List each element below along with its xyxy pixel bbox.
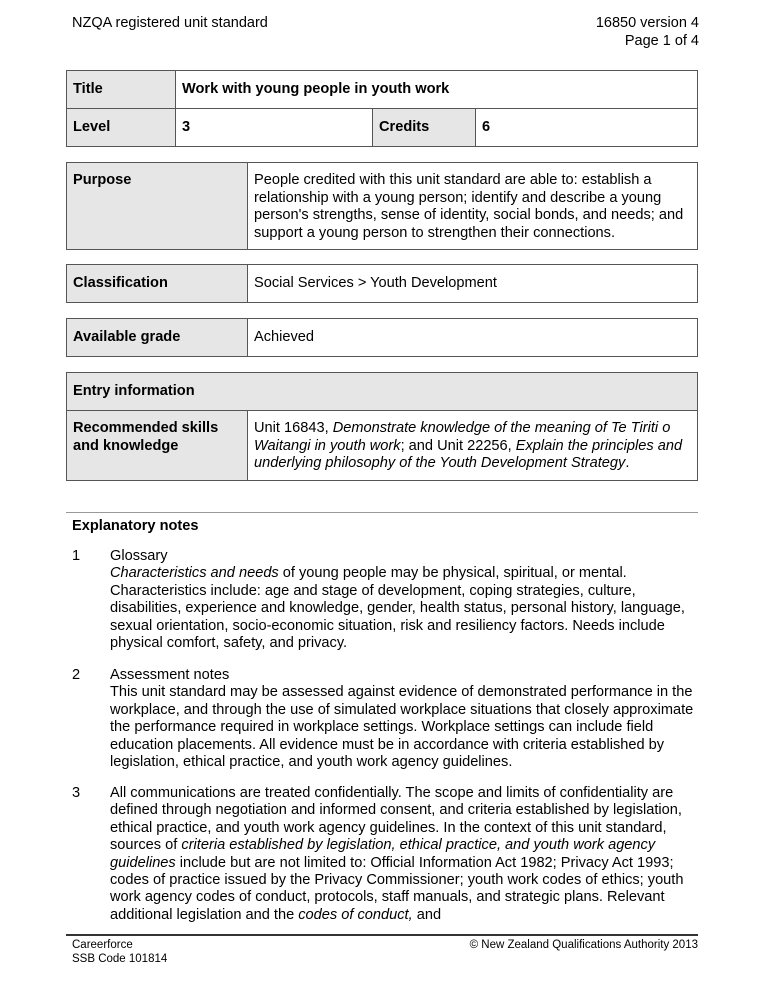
level-label: Level <box>67 109 176 147</box>
header-version: 16850 version 4 <box>595 15 699 31</box>
purpose-label: Purpose <box>67 163 248 250</box>
note-text: This unit standard may be assessed against evidence of demonstrated performance in the workplace, and through the use of simulated workplace situations that closely approximate the performance required in workplace settings. Workplace settings can include field education placements. All evidence must be in accordance with criteria established by legislation, ethical practice, and youth work agency guidelines. <box>110 684 694 771</box>
grade-label: Available grade <box>67 319 248 357</box>
entry-text <box>248 411 698 481</box>
note-text <box>110 785 702 924</box>
note-heading: Glossary <box>110 548 168 564</box>
notes-title: Explanatory notes <box>72 518 199 534</box>
entry-text-part: . <box>625 455 630 472</box>
footer-divider <box>66 934 698 936</box>
title-table <box>66 70 698 147</box>
level-value: 3 <box>176 109 373 147</box>
entry-unit-title-1: Demonstrate knowledge of the meaning of Te Tiriti o Waitangi in youth work <box>254 420 671 454</box>
note-heading: Assessment notes <box>110 667 230 683</box>
entry-header: Entry information <box>67 373 698 411</box>
note-number: 2 <box>72 667 81 683</box>
entry-unit-title-2: Explain the principles and underlying philosophy of the Youth Development Strategy <box>254 437 683 472</box>
credits-label: Credits <box>373 109 476 147</box>
note-text <box>110 565 702 652</box>
notes-divider <box>66 512 698 513</box>
title-label: Title <box>67 71 176 109</box>
footer-org-block <box>72 938 167 966</box>
note-text-part: All communications are treated confidentially. The scope and limits of confidentiality are defined through negotiation and informed consent, and criteria established by legislation, ethical practice, and youth work agency guidelines. In the context of this unit standard, sources of <box>110 785 682 854</box>
entry-table <box>66 372 698 481</box>
note-3 <box>72 785 702 924</box>
title-value: Work with young people in youth work <box>176 71 698 109</box>
entry-text-part: Unit 16843, <box>254 420 333 436</box>
header-standard-label: NZQA registered unit standard <box>72 15 268 31</box>
note-number: 1 <box>72 548 81 564</box>
classification-text: Social Services > Youth Development <box>248 265 698 303</box>
note-term: codes of conduct, <box>298 906 413 923</box>
note-2 <box>72 667 702 771</box>
footer-copyright: © New Zealand Qualifications Authority 2013 <box>469 939 698 951</box>
header-page-number: Page 1 of 4 <box>624 33 699 49</box>
grade-text: Achieved <box>248 319 698 357</box>
purpose-text: People credited with this unit standard are able to: establish a relationship with a young person; identify and describe a young person's strengths, sense of identity, social bonds, and needs; and support a young person to strengthen their connections. <box>248 163 698 250</box>
note-text-part: of young people may be physical, spiritual, or mental. Characteristics include: age and stage of development, coping strategies, culture, disabilities, experience and knowledge, gender, health status, personal history, language, sexual orientation, socio-economic situation, risk and resiliency factors. Needs include physical comfort, safety, and privacy. <box>110 565 685 652</box>
entry-text-part: ; and Unit 22256, <box>400 437 516 454</box>
note-term: Characteristics and needs <box>110 565 279 582</box>
header-version-block <box>596 14 699 50</box>
footer-org: Careerforce <box>72 939 133 951</box>
classification-table <box>66 264 698 303</box>
classification-label: Classification <box>67 265 248 303</box>
note-text-part: include but are not limited to: Official Information Act 1982; Privacy Act 1993; codes of practice issued by the Privacy Commissioner; youth work codes of ethics; youth work agency codes of conduct, protocols, staff manuals, and strategic plans. Relevant additional legislation and the <box>110 854 684 923</box>
note-1 <box>72 548 702 652</box>
purpose-table <box>66 162 698 250</box>
grade-table <box>66 318 698 357</box>
note-number: 3 <box>72 785 81 801</box>
entry-label: Recommended skills and knowledge <box>67 411 248 481</box>
note-text-part: and <box>412 906 442 923</box>
note-term: criteria established by legislation, ethical practice, and youth work agency guidelines <box>110 837 656 871</box>
footer-ssb-code: SSB Code 101814 <box>72 953 168 965</box>
credits-value: 6 <box>476 109 698 147</box>
